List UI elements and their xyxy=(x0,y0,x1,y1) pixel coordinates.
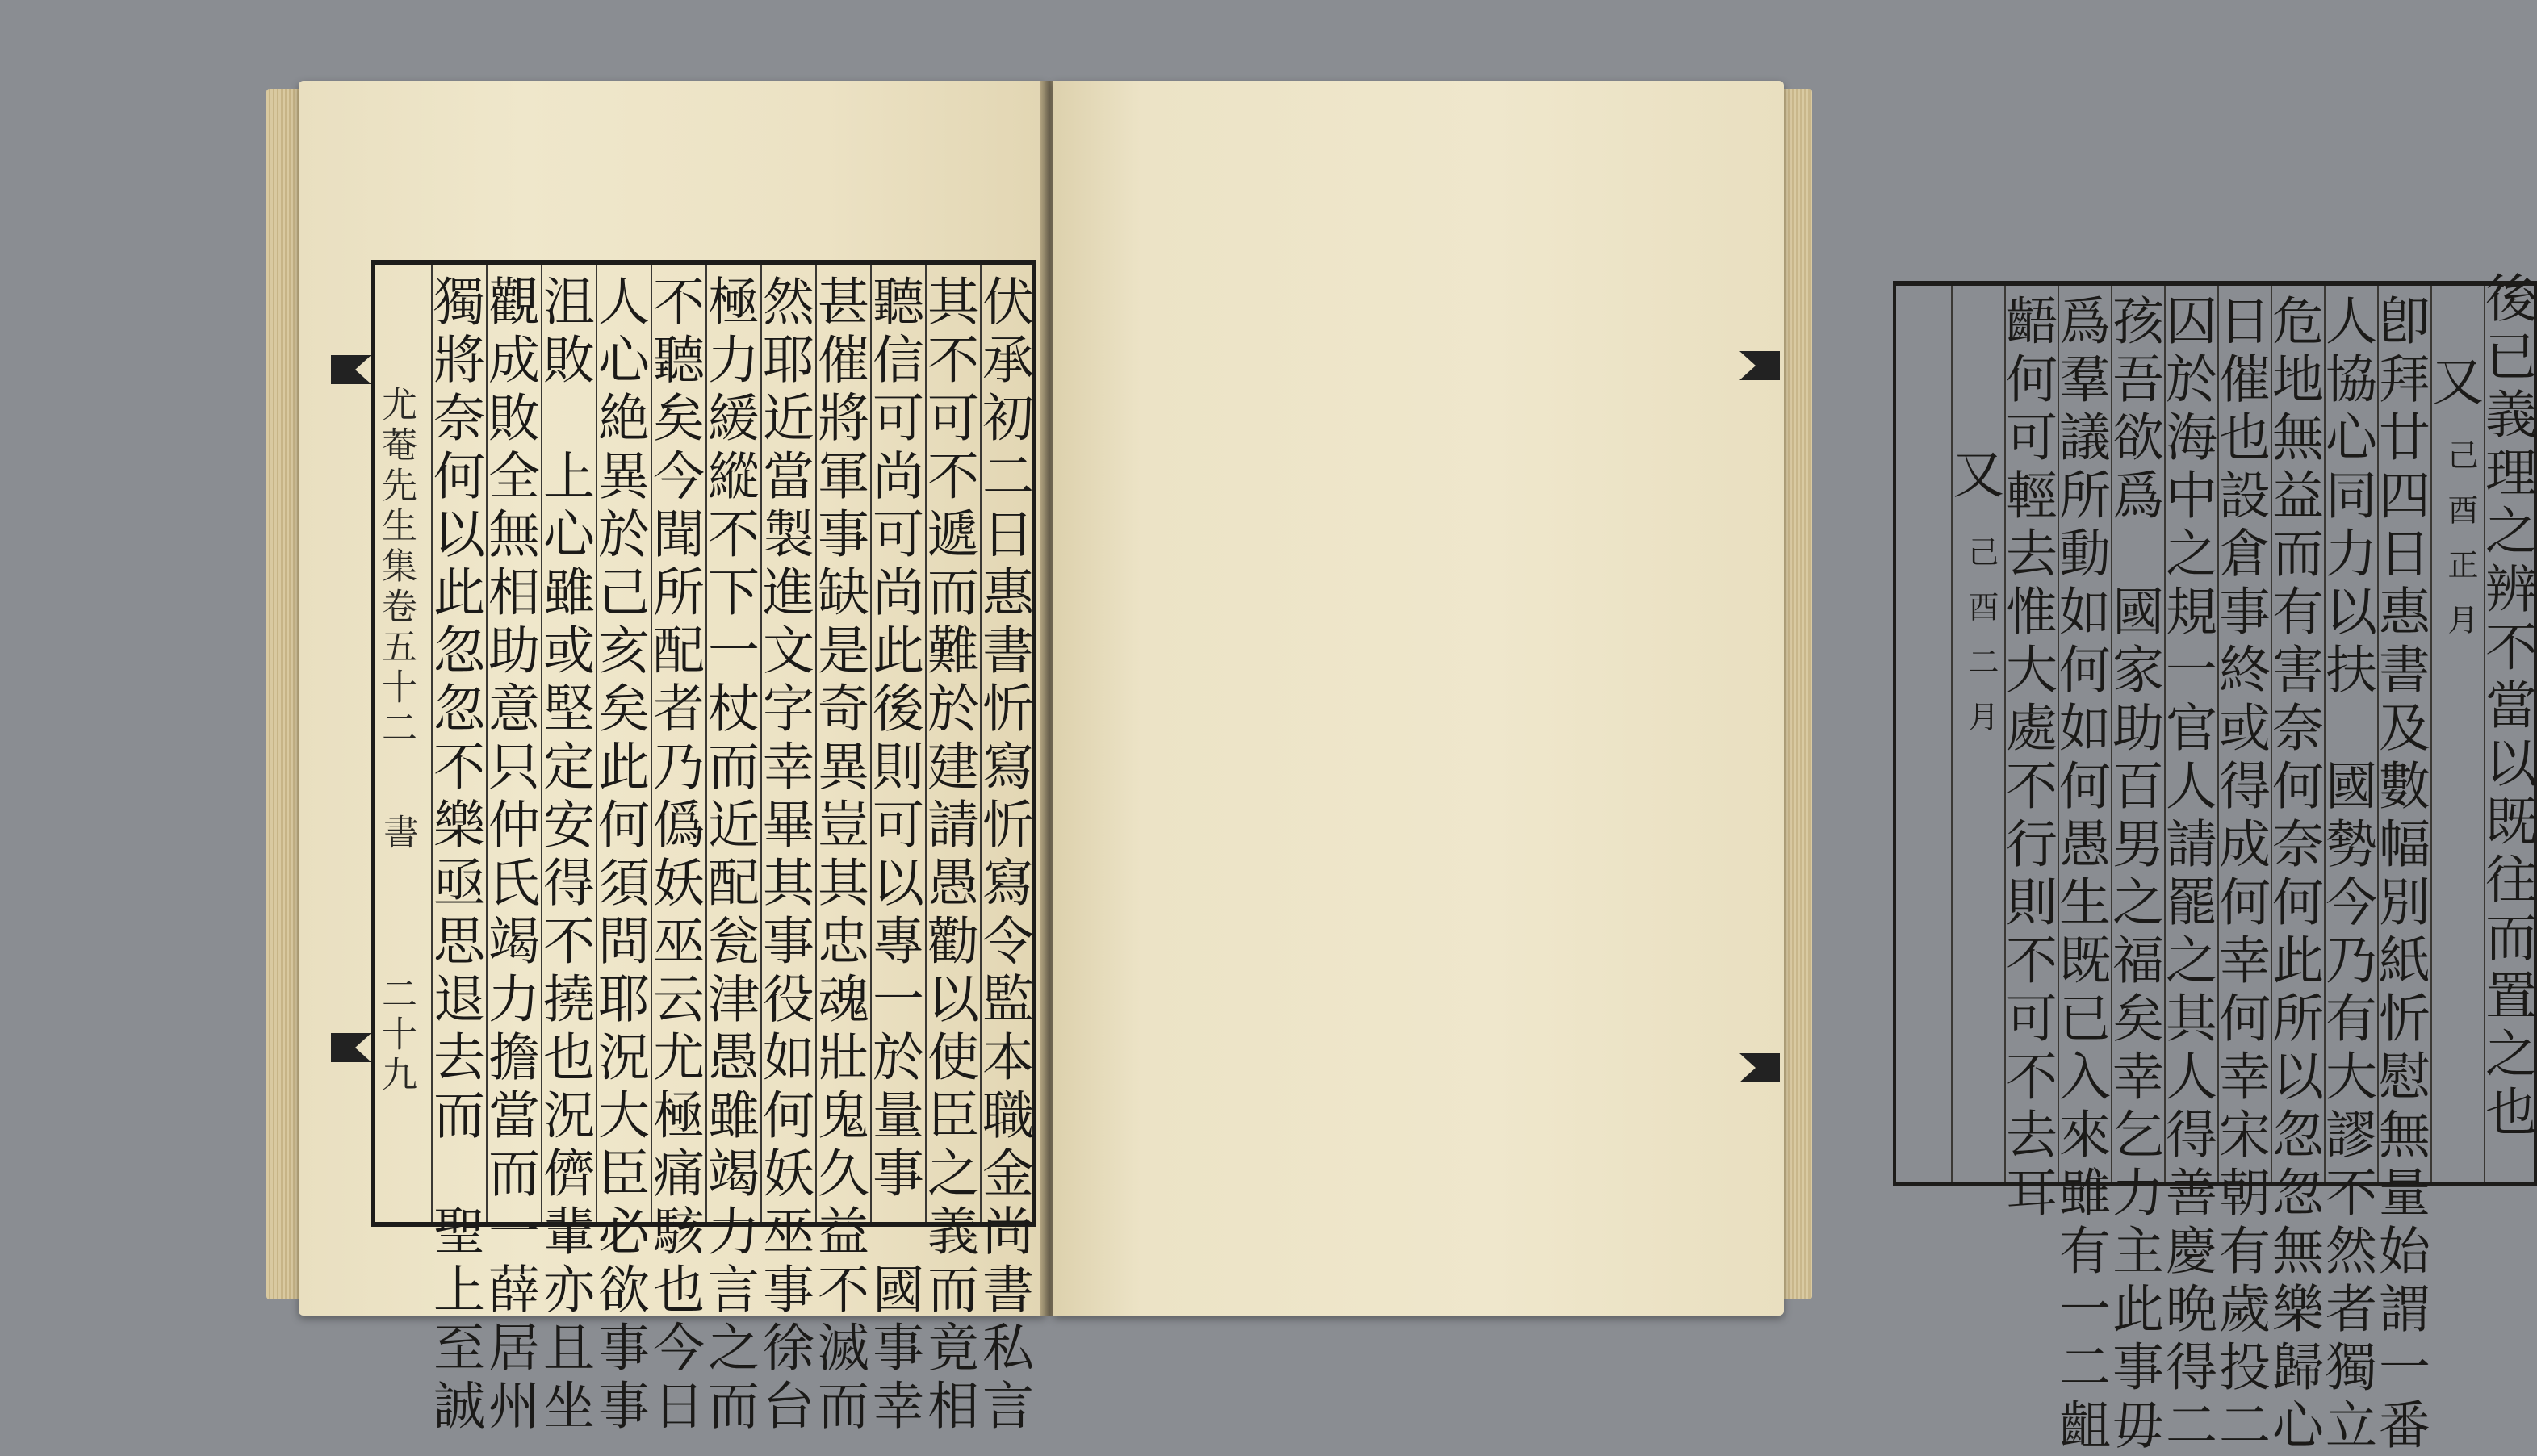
fold-mark-top-right xyxy=(1739,351,1780,380)
right-date-note-2: 己酉二月 xyxy=(1963,536,1999,755)
fold-mark-bottom-right xyxy=(1739,1053,1780,1082)
right-column-10: 齬何可輕去惟大處不行則不可不去耳 xyxy=(1997,294,2057,1224)
left-column-8: 人心絶異於己亥矣此何須問耶況大臣必欲事事 xyxy=(589,274,649,1437)
margin-page-number: 二十九 xyxy=(375,975,417,1096)
right-column-8: 孩吾欲爲 國家助百男之福矣幸乞力主此事毋 xyxy=(2104,294,2163,1456)
left-text-frame xyxy=(371,260,1036,1437)
left-column-7: 不聽矣今聞所配者乃僞妖巫云尤極痛駭也今日 xyxy=(644,274,704,1437)
left-column-6: 極力緩縱不下一杖而近配瓮津愚雖竭力言之而 xyxy=(699,274,759,1437)
right-text-frame xyxy=(1893,271,2537,1456)
margin-title: 尤菴先生集卷五十二 xyxy=(375,386,417,749)
left-column-1: 伏承初二日惠書忻寫忻寫令監本職金尚書私言 xyxy=(973,274,1033,1437)
left-column-5: 然耶近當製進文字幸畢其事役如何妖巫事徐台 xyxy=(754,274,814,1437)
left-column-11: 獨將奈何以此忽忽不樂亟思退去而 聖上至誠 xyxy=(425,274,484,1437)
fold-mark-top xyxy=(331,355,371,384)
fold-mark-bottom xyxy=(331,1033,371,1062)
left-column-10: 觀成敗全無相助意只仲氏竭力擔當而一薛居州 xyxy=(479,274,539,1437)
left-page xyxy=(299,81,1045,1437)
right-column-1: 後已義理之辨不當以既往而置之也 xyxy=(2476,271,2536,1143)
left-column-9: 沮敗 上心雖或堅定安得不撓也況儕輩亦且坐 xyxy=(534,274,594,1437)
right-date-note-1: 己酉正月 xyxy=(2443,439,2478,659)
right-column-3: 卽拜廿四日惠書及數幅別紙忻慰無量始謂一番 xyxy=(2370,294,2430,1456)
right-column-5: 危地無益而有害奈何奈何此所以忽忽無樂歸心 xyxy=(2263,294,2323,1456)
left-column-4: 甚催將軍事缺是奇異豈其忠魂壯鬼久益不滅而 xyxy=(809,274,869,1437)
right-column-9: 爲羣議所動如何如何愚生既已入來雖有一二齟 xyxy=(2050,294,2110,1456)
right-column-6: 日催也設倉事終或得成何幸何幸宋朝有歲投二 xyxy=(2210,294,2270,1456)
open-book xyxy=(266,73,2536,1456)
right-column-4: 人協心同力以扶 國勢今乃有大謬不然者獨立 xyxy=(2317,294,2376,1456)
left-column-2: 其不可不遞而難於建請愚勸以使臣之義而竟相 xyxy=(919,274,978,1437)
right-page xyxy=(1053,81,2536,1456)
left-column-3: 聽信可尚可尚此後則可以專一於量事 國事幸 xyxy=(864,274,923,1437)
margin-section: 書 xyxy=(377,814,418,854)
right-column-7: 囚於海中之規一官人請罷之其人得善慶晩得二 xyxy=(2157,294,2217,1456)
right-column-2-heading: 又 xyxy=(2423,354,2483,412)
right-column-11-heading: 又 xyxy=(1944,447,2003,505)
